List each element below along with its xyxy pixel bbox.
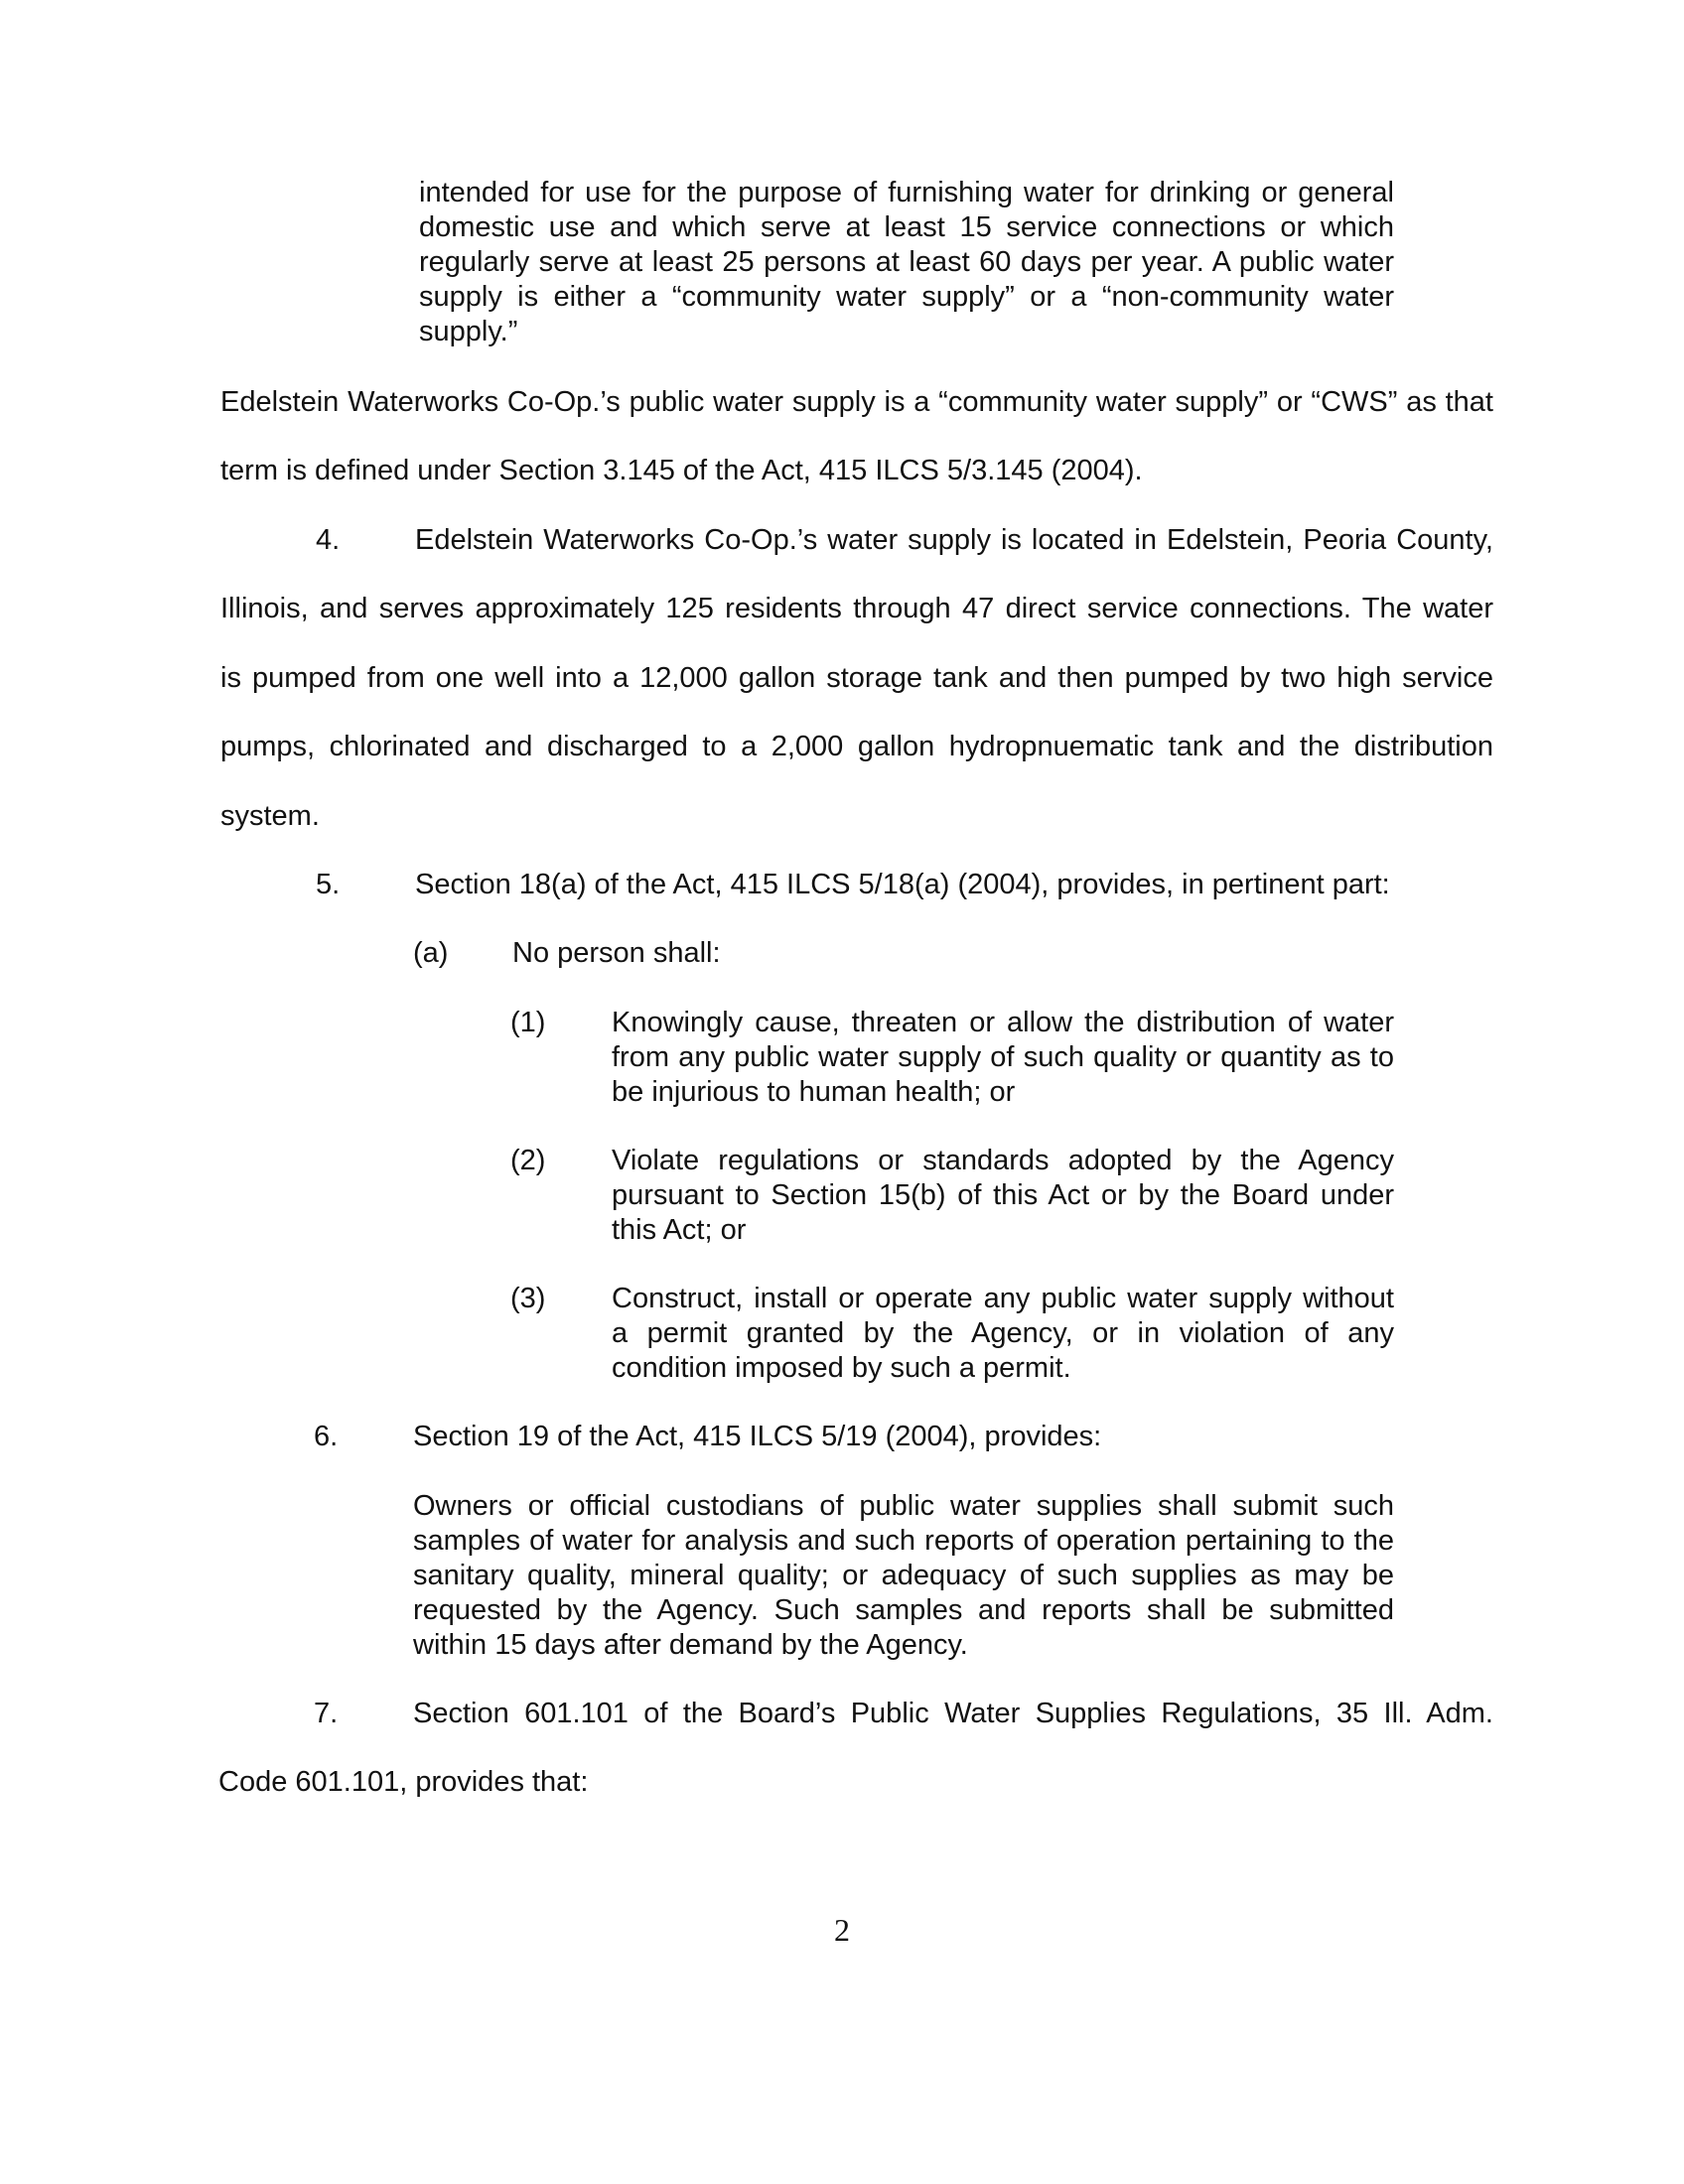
item-3-label: (3) [510, 1283, 546, 1314]
paragraph-6-number: 6. [314, 1421, 339, 1452]
paragraph-7-number: 7. [314, 1698, 339, 1729]
item-2-label: (2) [510, 1145, 546, 1176]
paragraph-4-line-4: pumps, chlorinated and discharged to a 2,000 gallon hydropnuematic tank and the distribution [220, 731, 1493, 762]
paragraph-7-line-1: Section 601.101 of the Board’s Public Water Supplies Regulations, 35 Ill. Adm. [413, 1698, 1493, 1729]
section-19-block-quote: Owners or official custodians of public water supplies shall submit such samples of water for analysis and such reports of operation pertaining to the sanitary quality, mineral quality; or adequacy of such supplies as may be requested by the Agency. Such samples and reports shall be submitted within 15 days after demand by the Agency. [413, 1490, 1394, 1661]
page-number: 2 [834, 1912, 850, 1948]
paragraph-4-line-5: system. [220, 800, 320, 832]
paragraph-4-line-1: Edelstein Waterworks Co-Op.’s water supply is located in Edelstein, Peoria County, [415, 524, 1493, 556]
item-1-label: (1) [510, 1007, 546, 1038]
item-2-text: Violate regulations or standards adopted by the Agency pursuant to Section 15(b) of this Act or by the Board under this Act; or [612, 1145, 1394, 1246]
paragraph-7-line-2: Code 601.101, provides that: [218, 1766, 589, 1798]
paragraph-4-number: 4. [316, 524, 341, 556]
paragraph-4-line-3: is pumped from one well into a 12,000 gallon storage tank and then pumped by two high service [220, 662, 1493, 694]
item-1-text: Knowingly cause, threaten or allow the distribution of water from any public water supply of such quality or quantity as to be injurious to human health; or [612, 1007, 1394, 1108]
subsection-a-label: (a) [413, 937, 449, 969]
paragraph-3-line-1: Edelstein Waterworks Co-Op.’s public water supply is a “community water supply” or “CWS” as that [220, 386, 1493, 418]
paragraph-3-line-2: term is defined under Section 3.145 of the Act, 415 ILCS 5/3.145 (2004). [220, 455, 1143, 486]
paragraph-4-line-2: Illinois, and serves approximately 125 residents through 47 direct service connections. The water [220, 593, 1493, 624]
definition-block-quote: intended for use for the purpose of furnishing water for drinking or general domestic use and which serve at least 15 service connections or which regularly serve at least 25 persons at least 60 days per year. A public water supply is either a “community water supply” or a “non-community water supply.” [419, 177, 1394, 347]
paragraph-5-number: 5. [316, 869, 341, 900]
subsection-a-text: No person shall: [512, 937, 721, 969]
paragraph-6-text: Section 19 of the Act, 415 ILCS 5/19 (2004), provides: [413, 1421, 1102, 1452]
paragraph-5-text: Section 18(a) of the Act, 415 ILCS 5/18(a) (2004), provides, in pertinent part: [415, 869, 1390, 900]
item-3-text: Construct, install or operate any public water supply without a permit granted by the Agency, or in violation of any condition imposed by such a permit. [612, 1283, 1394, 1384]
